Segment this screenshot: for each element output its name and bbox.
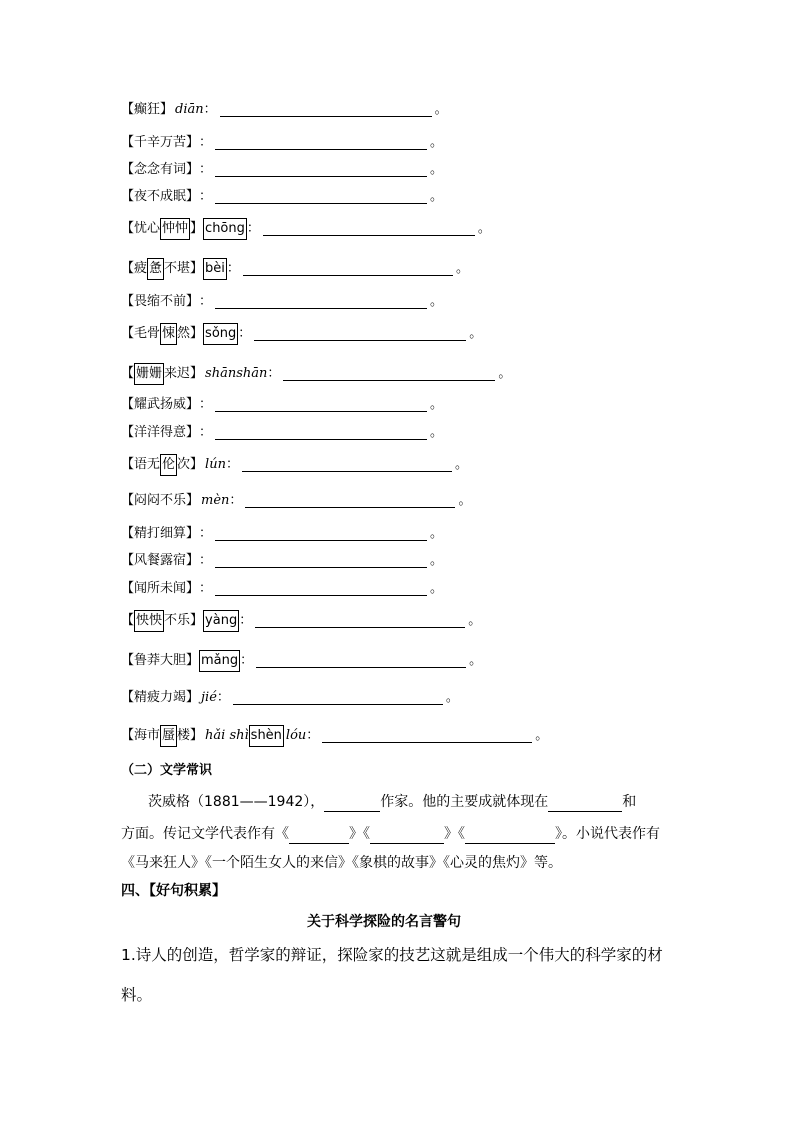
vocab-pinyin: diān [175,102,204,117]
answer-blank[interactable] [215,191,427,204]
vocab-pinyin: shānshān [205,366,268,381]
vocab-item-10: 【耀武扬威】 ： 。 [121,397,444,412]
quote-1-line-1: 1.诗人的创造，哲学家的辩证，探险家的技艺这就是组成一个伟大的科学家的材 [121,946,663,964]
vocab-pinyin-2: lóu [285,728,307,743]
answer-blank[interactable] [322,730,532,743]
boxed-pinyin: shèn [249,725,284,747]
answer-blank[interactable] [465,829,555,844]
answer-blank[interactable] [215,137,427,150]
vocab-item-20: 【海市 蜃 楼】 hǎi shì shèn lóu ： 。 [121,725,548,747]
vocab-word: 【念念有词】 [121,162,200,177]
vocab-item-1: 【癫狂】 diān ： 。 [121,102,448,117]
answer-blank[interactable] [215,296,427,309]
answer-blank[interactable] [215,399,427,412]
boxed-pinyin: mǎng [199,650,240,672]
vocab-word: 【耀武扬威】 [121,397,200,412]
vocab-pinyin: mèn [201,493,230,508]
vocab-item-7: 【畏缩不前】 ： 。 [121,294,444,309]
vocab-item-12: 【语无 伦 次】 lún ： 。 [121,454,468,476]
vocab-item-5: 【忧心 忡忡 】 chōng ： 。 [121,218,491,240]
highlighted-char: 悚 [160,323,177,345]
vocab-word: 【风餐露宿】 [121,553,200,568]
vocab-word: 【千辛万苦】 [121,135,200,150]
answer-blank[interactable] [215,427,427,440]
vocab-item-17: 【 怏怏 不乐】 yàng ： 。 [121,610,481,632]
vocab-item-13: 【闷闷不乐】 mèn ： 。 [121,493,472,508]
vocab-item-11: 【洋洋得意】 ： 。 [121,425,444,440]
answer-blank[interactable] [215,528,427,541]
vocab-word: 【精打细算】 [121,526,200,541]
highlighted-char: 伦 [160,454,177,476]
answer-blank[interactable] [242,459,452,472]
vocab-item-16: 【闻所未闻】 ： 。 [121,581,444,596]
answer-blank[interactable] [324,797,380,812]
answer-blank[interactable] [220,104,432,117]
boxed-pinyin: chōng [203,218,247,240]
boxed-pinyin: yàng [203,610,239,632]
vocab-item-8: 【毛骨 悚 然】 sǒng ： 。 [121,323,482,345]
highlighted-char: 怏怏 [134,610,164,632]
vocab-item-6: 【疲 惫 不堪】 bèi ： 。 [121,258,469,280]
highlighted-char: 惫 [147,258,164,280]
answer-blank[interactable] [245,495,455,508]
answer-blank[interactable] [215,555,427,568]
answer-blank[interactable] [263,223,475,236]
answer-blank[interactable] [256,655,466,668]
vocab-item-4: 【夜不成眠】 ： 。 [121,189,444,204]
highlighted-char: 姗姗 [134,363,164,385]
answer-blank[interactable] [215,164,427,177]
answer-blank[interactable] [255,615,465,628]
vocab-word: 【精疲力竭】 [121,690,200,705]
vocab-word: 【癫狂】 [121,102,174,117]
vocab-item-14: 【精打细算】 ： 。 [121,526,444,541]
answer-blank[interactable] [233,692,443,705]
answer-blank[interactable] [370,829,444,844]
literary-line-1: 茨威格（1881——1942）， 作家。他的主要成就体现在 和 [148,794,637,810]
vocab-pinyin: jié [201,690,217,705]
highlighted-char: 蜃 [160,725,177,747]
highlighted-char: 忡忡 [160,218,190,240]
literary-heading: （二）文学常识 [121,763,213,778]
vocab-word: 【夜不成眠】 [121,189,200,204]
boxed-pinyin: bèi [203,258,227,280]
answer-blank[interactable] [243,263,453,276]
vocab-item-9: 【 姗姗 来迟】 shānshān ： 。 [121,363,511,385]
answer-blank[interactable] [215,583,427,596]
answer-blank[interactable] [548,797,622,812]
vocab-item-19: 【精疲力竭】 jié ： 。 [121,690,459,705]
vocab-word: 【畏缩不前】 [121,294,200,309]
literary-line-2: 方面。传记文学代表作有《 》《 》《 》。小说代表作有 [121,826,660,842]
vocab-item-2: 【千辛万苦】 ： 。 [121,135,444,150]
vocab-item-3: 【念念有词】 ： 。 [121,162,444,177]
answer-blank[interactable] [254,328,466,341]
quote-1-line-2: 料。 [121,986,153,1004]
vocab-word: 【闻所未闻】 [121,581,200,596]
section-subtitle: 关于科学探险的名言警句 [307,914,461,930]
section-heading: 四、【好句积累】 [121,883,226,899]
vocab-pinyin: hǎi shì [205,728,249,743]
boxed-pinyin: sǒng [203,323,238,345]
answer-blank[interactable] [289,829,349,844]
vocab-item-18: 【鲁莽大胆】 mǎng ： 。 [121,650,482,672]
literary-line-3: 《马来狂人》《一个陌生女人的来信》《象棋的故事》《心灵的焦灼》等。 [121,855,562,871]
vocab-item-15: 【风餐露宿】 ： 。 [121,553,444,568]
vocab-pinyin: lún [205,457,226,472]
vocab-word: 【闷闷不乐】 [121,493,200,508]
vocab-word: 【鲁莽大胆】 [121,653,200,668]
vocab-word: 【洋洋得意】 [121,425,200,440]
answer-blank[interactable] [283,368,495,381]
